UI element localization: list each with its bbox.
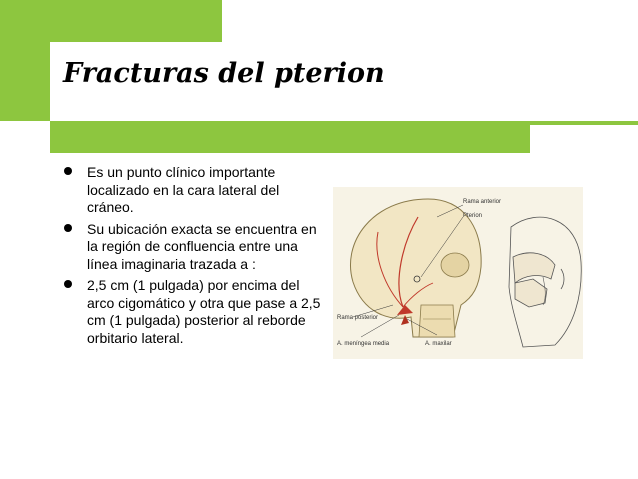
title-divider-tail: [530, 121, 638, 125]
head-with-hand: [509, 217, 581, 347]
bullet-text: 2,5 cm (1 pulgada) por encima del arco cigomático y otra que pase a 2,5 cm (1 pulgada) posterior al reborde orbitario lateral.: [87, 277, 321, 346]
pterion-illustration: [333, 187, 583, 359]
bullet-text: Es un punto clínico importante localizado en la cara lateral del cráneo.: [87, 164, 280, 215]
bullet-dot-icon: [64, 224, 72, 232]
bullet-item: [62, 277, 322, 347]
bullet-dot-icon: [64, 280, 72, 288]
slide-title: Fracturas del pterion: [63, 58, 385, 89]
label-rama-posterior: Rama posterior: [337, 315, 379, 321]
label-a-meningea: A. meníngea media: [337, 341, 390, 347]
label-rama-anterior: Rama anterior: [463, 199, 502, 205]
label-a-maxilar: A. maxilar: [425, 341, 452, 347]
bullet-list: [62, 164, 322, 351]
bullet-text: Su ubicación exacta se encuentra en la región de confluencia entre una línea imaginaria trazada a :: [87, 220, 317, 272]
bullet-item: [62, 164, 322, 217]
bullet-item: [62, 221, 322, 274]
title-divider: [50, 121, 530, 153]
label-pterion: Pterion: [463, 213, 483, 219]
bullet-dot-icon: [64, 167, 72, 175]
skull-illustration-svg: [333, 187, 583, 359]
